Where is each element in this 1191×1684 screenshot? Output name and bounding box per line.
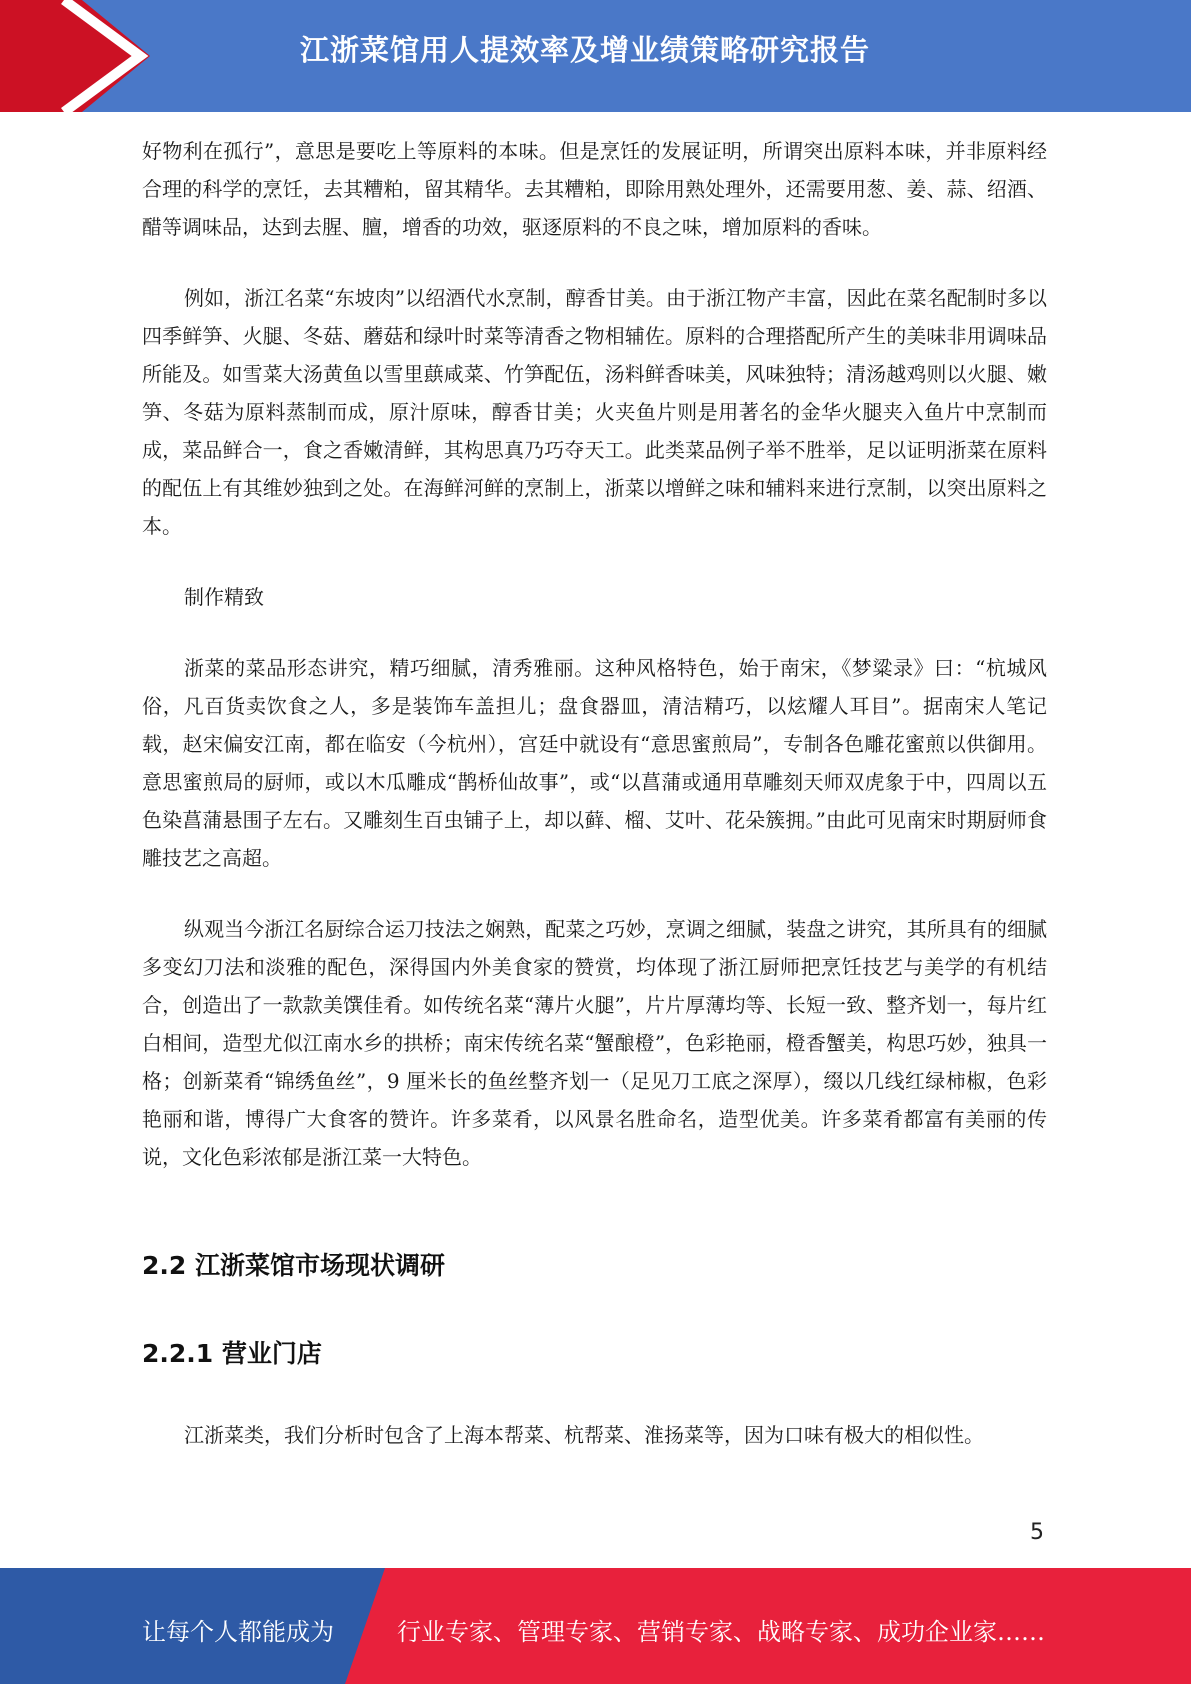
report-title: 江浙菜馆用人提效率及增业绩策略研究报告: [300, 33, 871, 67]
document-body: [142, 132, 1047, 1487]
paragraph: 好物利在孤行”，意思是要吃上等原料的本味。但是烹饪的发展证明，所谓突出原料本味，并非原料经合理的科学的烹饪，去其糟粕，留其精华。去其糟粕，即除用熟处理外，还需要用葱、姜、蒜、绍酒、醋等调味品，达到去腥、膻，增香的功效，驱逐原料的不良之味，增加原料的香味。: [142, 139, 1047, 239]
footer-slogan-left: 让每个人都能成为: [142, 1618, 334, 1646]
section-heading-2-2: 2.2 江浙菜馆市场现状调研: [142, 1251, 445, 1280]
paragraph: 浙菜的菜品形态讲究，精巧细腻，清秀雅丽。这种风格特色，始于南宋，《梦粱录》曰：“杭城风俗，凡百货卖饮食之人，多是装饰车盖担儿；盘食器皿，清洁精巧，以炫耀人耳目”。据南宋人笔记载，赵宋偏安江南，都在临安（今杭州），宫廷中就设有“意思蜜煎局”，专制各色雕花蜜煎以供御用。意思蜜煎局的厨师，或以木瓜雕成“鹊桥仙故事”，或“以菖蒲或通用草雕刻天师双虎象于中，四周以五色染菖蒲悬围子左右。又雕刻生百虫铺子上，却以藓、榴、艾叶、花朵簇拥。”由此可见南宋时期厨师食雕技艺之高超。: [142, 656, 1047, 870]
header-arrow-decoration: [0, 0, 160, 112]
page-number: 5: [1030, 1520, 1044, 1545]
section-heading-2-2-1: 2.2.1 营业门店: [142, 1339, 322, 1368]
paragraph: 例如，浙江名菜“东坡肉”以绍酒代水烹制，醇香甘美。由于浙江物产丰富，因此在菜名配制时多以四季鲜笋、火腿、冬菇、蘑菇和绿叶时菜等清香之物相辅佐。原料的合理搭配所产生的美味非用调味品所能及。如雪菜大汤黄鱼以雪里蕻咸菜、竹笋配伍，汤料鲜香味美，风味独特；清汤越鸡则以火腿、嫩笋、冬菇为原料蒸制而成，原汁原味，醇香甘美；火夹鱼片则是用著名的金华火腿夹入鱼片中烹制而成，菜品鲜合一，食之香嫩清鲜，其构思真乃巧夺天工。此类菜品例子举不胜举，足以证明浙菜在原料的配伍上有其维妙独到之处。在海鲜河鲜的烹制上，浙菜以增鲜之味和辅料来进行烹制，以突出原料之本。: [142, 286, 1047, 538]
paragraph: 纵观当今浙江名厨综合运刀技法之娴熟，配菜之巧妙，烹调之细腻，装盘之讲究，其所具有的细腻多变幻刀法和淡雅的配色，深得国内外美食家的赞赏，均体现了浙江厨师把烹饪技艺与美学的有机结合，创造出了一款款美馔佳肴。如传统名菜“薄片火腿”，片片厚薄均等、长短一致、整齐划一，每片红白相间，造型尤似江南水乡的拱桥；南宋传统名菜“蟹酿橙”，色彩艳丽，橙香蟹美，构思巧妙，独具一格；创新菜肴“锦绣鱼丝”，9 厘米长的鱼丝整齐划一（足见刀工底之深厚），缀以几线红绿柿椒，色彩艳丽和谐，博得广大食客的赞许。许多菜肴，以风景名胜命名，造型优美。许多菜肴都富有美丽的传说，文化色彩浓郁是浙江菜一大特色。: [142, 917, 1047, 1169]
header-banner: [0, 0, 1191, 112]
subsection-label: 制作精致: [184, 585, 264, 609]
footer-slogan-right: 行业专家、管理专家、营销专家、战略专家、成功企业家……: [397, 1618, 1045, 1646]
footer-banner: [0, 1568, 1191, 1684]
paragraph: 江浙菜类，我们分析时包含了上海本帮菜、杭帮菜、淮扬菜等，因为口味有极大的相似性。: [184, 1423, 984, 1447]
